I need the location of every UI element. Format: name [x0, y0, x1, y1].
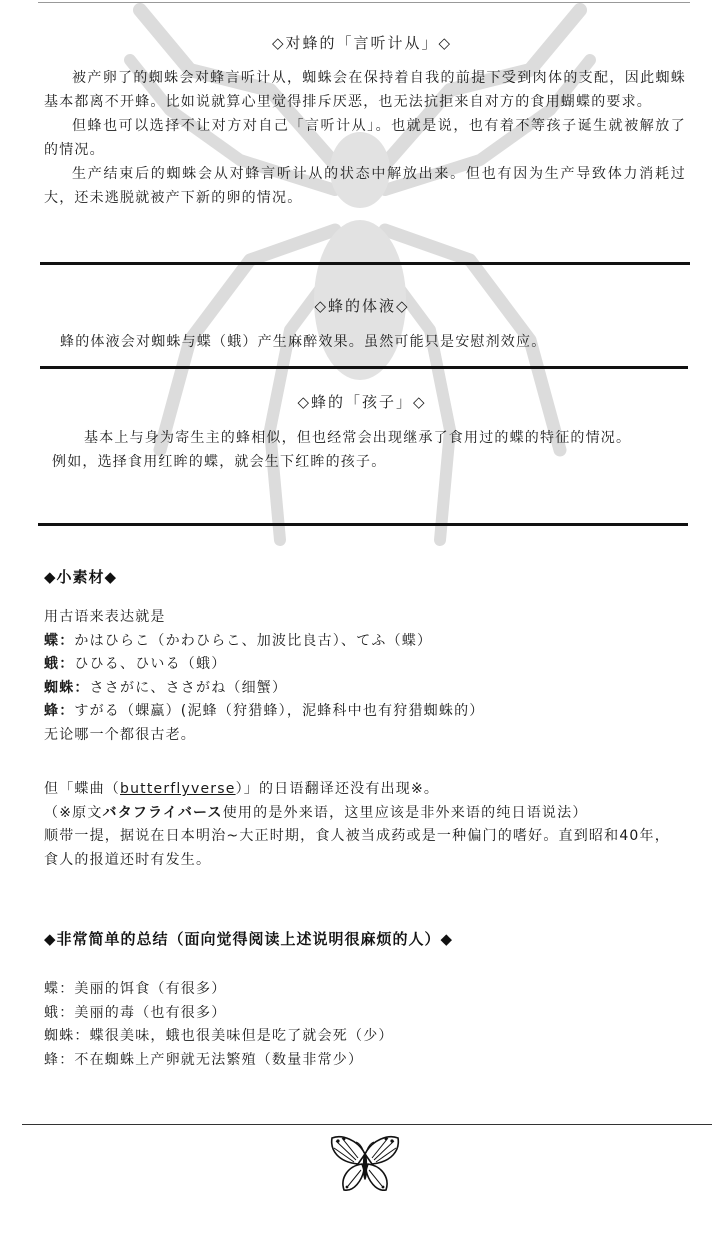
summary-list [44, 978, 394, 1072]
paragraph: 蜂的体液会对蜘蛛与蝶（蛾）产生麻醉效果。虽然可能只是安慰剂效应。 [60, 334, 547, 350]
item-label: 蝶： [44, 632, 75, 649]
item-text: ささがに、ささがね（细蟹） [89, 679, 288, 696]
item-text: すがる（蜾蠃）(泥蜂（狩猎蜂），泥蜂科中也有狩猎蜘蛛的） [74, 703, 485, 719]
top-divider [38, 2, 690, 3]
section-title-obedience: ◇对蜂的「言听计从」◇ [271, 34, 453, 52]
list-item [44, 677, 484, 701]
note-line: 顺带一提，据说在日本明治~大正时期，食人被当成药或是一种偏门的嗜好。直到昭和40年，食人的报道还时有发生。 [44, 828, 670, 868]
summary-heading: ◆非常简单的总结（面向觉得阅读上述说明很麻烦的人）◆ [44, 930, 454, 948]
section-title-body-fluid: ◇蜂的体液◇ [314, 297, 410, 315]
item-label: 蜘蛛： [44, 679, 90, 696]
paragraph: 生产结束后的蜘蛛会从对蜂言听计从的状态中解放出来。但也有因为生产导致体力消耗过大，还未逃脱就被产下新的卵的情况。 [44, 166, 686, 206]
section-body-children [52, 426, 680, 474]
list-item [44, 630, 484, 654]
list-item: 蜘蛛：蝶很美味，蛾也很美味但是吃了就会死（少） [44, 1028, 394, 1044]
note-text: 但「蝶曲（ [44, 781, 120, 797]
footer-divider [22, 1124, 712, 1125]
item-text: かはひらこ（かわひらこ、加波比良古）、てふ（蝶） [74, 632, 433, 649]
note-word: butterflyverse [120, 781, 236, 797]
paragraph: 但蜂也可以选择不让对方对自己「言听计从」。也就是说，也有着不等孩子诞生就被解放了的情况。 [44, 118, 686, 158]
section-title-children: ◇蜂的「孩子」◇ [297, 393, 427, 411]
trivia-outro: 无论哪一个都很古老。 [44, 726, 196, 743]
paragraph: 例如，选择食用红眸的蝶，就会生下红眸的孩子。 [52, 454, 387, 470]
trivia-list [44, 606, 484, 747]
note-line [44, 802, 684, 826]
section-body-obedience [44, 66, 686, 210]
paragraph: 基本上与身为寄生主的蜂相似，但也经常会出现继承了食用过的蝶的特征的情况。 [84, 430, 632, 446]
list-item: 蜂：不在蜘蛛上产卵就无法繁殖（数量非常少） [44, 1051, 364, 1068]
paragraph: 被产卵了的蜘蛛会对蜂言听计从，蜘蛛会在保持着自我的前提下受到肉体的支配，因此蜘蛛基本都离不开蜂。比如说就算心里觉得排斥厌恶，也无法抗拒来自对方的食用蝴蝶的要求。 [44, 70, 686, 110]
note-jp-word: バタフライバース [102, 804, 223, 821]
section-divider [38, 523, 688, 526]
section-body-body-fluid [60, 330, 690, 354]
trivia-heading: ◆小素材◆ [44, 568, 118, 586]
note-text: （※原文 [44, 804, 103, 821]
item-label: 蜂： [44, 703, 75, 719]
section-divider [40, 366, 688, 369]
item-text: ひひる、ひいる（蛾） [74, 656, 227, 672]
butterfly-icon [328, 1132, 402, 1196]
list-item: 蛾：美丽的毒（也有很多） [44, 1004, 227, 1021]
trivia-intro: 用古语来表达就是 [44, 609, 166, 625]
list-item [44, 700, 484, 724]
list-item [44, 653, 484, 677]
note-line [44, 778, 684, 802]
item-label: 蛾： [44, 656, 75, 672]
list-item: 蝶：美丽的饵食（有很多） [44, 981, 227, 997]
note-text: 使用的是外来语，这里应该是非外来语的纯日语说法） [222, 804, 588, 821]
section-divider [40, 262, 690, 265]
note-text: ）」的日语翻译还没有出现※。 [235, 781, 440, 797]
trivia-notes [44, 778, 684, 872]
